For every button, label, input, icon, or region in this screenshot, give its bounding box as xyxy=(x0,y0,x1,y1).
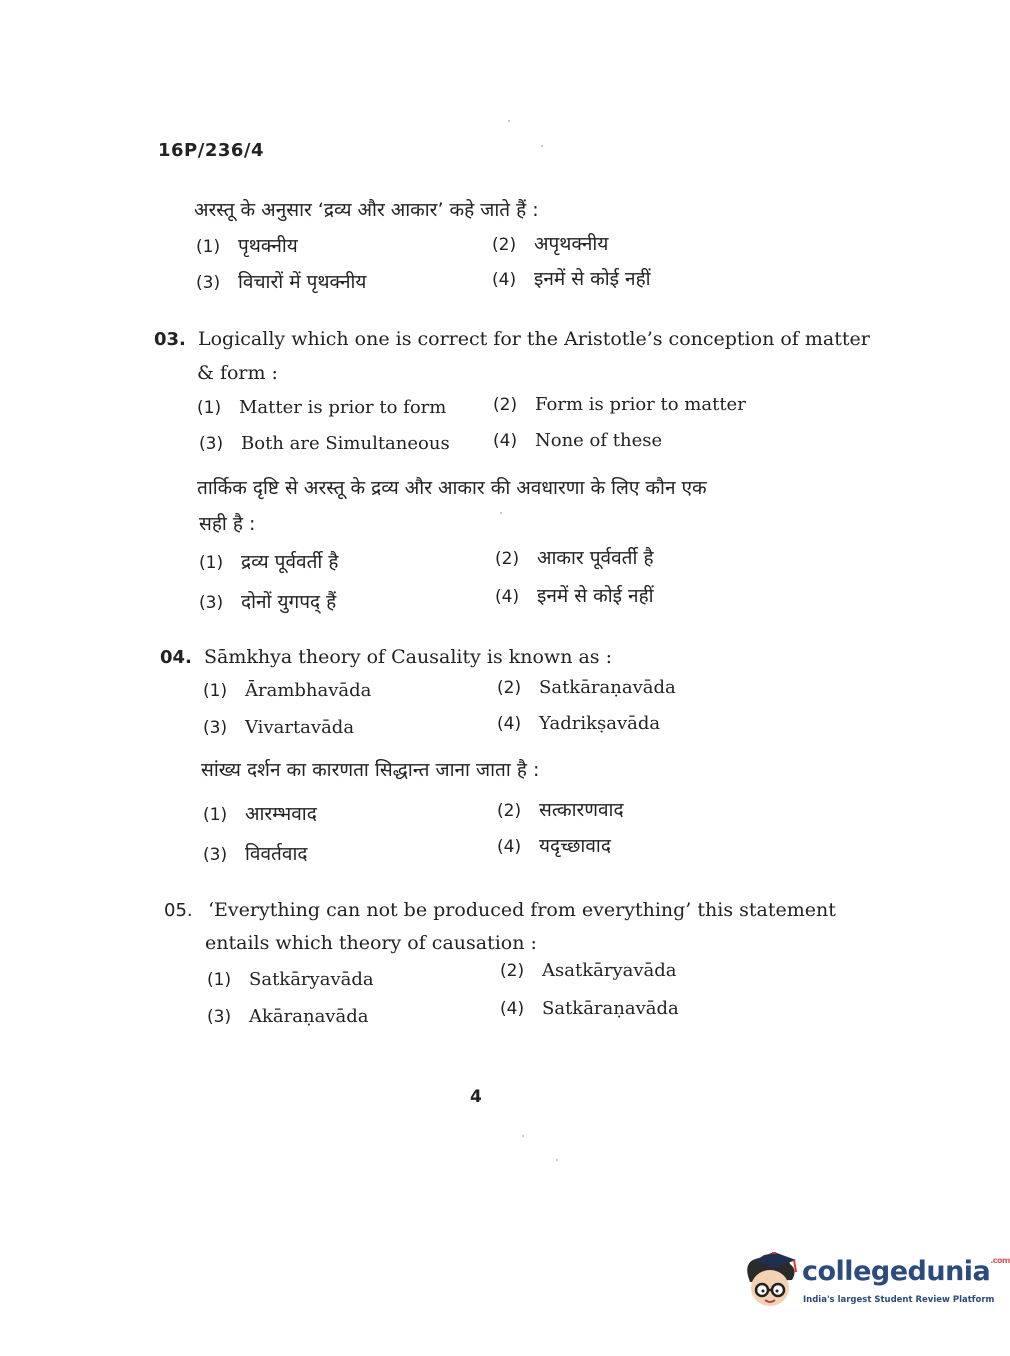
logo-suffix: .com xyxy=(990,1256,1010,1265)
option-number: (4) xyxy=(492,270,517,290)
option-text: अपृथक्नीय xyxy=(534,233,609,255)
option-number: (2) xyxy=(495,549,520,569)
scan-speck xyxy=(541,145,543,147)
option-text: दोनों युगपद् हैं xyxy=(241,591,337,613)
q03-hindi-option-2 xyxy=(495,544,654,570)
option-text: Both are Simultaneous xyxy=(241,433,450,454)
option-number: (1) xyxy=(207,970,232,990)
option-number: (4) xyxy=(495,587,520,607)
option-text: यदृच्छावाद xyxy=(539,835,611,857)
option-number: (2) xyxy=(497,678,522,698)
q04-hindi-option-1 xyxy=(203,800,317,826)
option-text: आकार पूर्ववर्ती है xyxy=(537,547,654,569)
q04-option-3 xyxy=(203,717,354,738)
option-text: Matter is prior to form xyxy=(239,397,447,418)
scan-speck xyxy=(500,512,502,514)
q03-hindi-option-3 xyxy=(199,588,336,614)
option-number: (4) xyxy=(497,714,522,734)
q03-option-3 xyxy=(199,433,450,454)
option-number: (4) xyxy=(493,431,518,451)
option-number: (2) xyxy=(493,395,518,415)
option-text: Satkāryavāda xyxy=(249,969,374,990)
option-number: (3) xyxy=(207,1007,232,1027)
option-number: (2) xyxy=(500,961,525,981)
option-text: पृथक्नीय xyxy=(238,235,298,257)
q04-option-4 xyxy=(497,713,660,734)
q05-option-4 xyxy=(500,998,679,1019)
option-number: (3) xyxy=(199,593,224,613)
collegedunia-logo xyxy=(740,1250,1010,1320)
q05-option-1 xyxy=(207,969,374,990)
scan-speck xyxy=(522,1135,524,1137)
option-text: सत्कारणवाद xyxy=(539,799,624,821)
q02-hindi-option-3 xyxy=(196,268,366,294)
option-number: (4) xyxy=(497,837,522,857)
option-text: Satkāraṇavāda xyxy=(542,998,679,1019)
option-number: (2) xyxy=(492,235,517,255)
scan-speck xyxy=(556,1159,558,1161)
option-text: Akāraṇavāda xyxy=(249,1006,369,1027)
option-text: None of these xyxy=(535,430,663,451)
option-number: (3) xyxy=(196,273,221,293)
option-text: द्रव्य पूर्ववर्ती है xyxy=(241,551,339,573)
question-number: 04. xyxy=(160,647,192,668)
q03-hindi-stem-line1: तार्किक दृष्टि से अरस्तू के द्रव्य और आकार की अवधारणा के लिए कौन एक xyxy=(197,477,707,499)
option-number: (3) xyxy=(203,845,228,865)
option-number: (3) xyxy=(199,434,224,454)
logo-wordmark xyxy=(802,1256,1010,1287)
q04-stem xyxy=(160,640,612,675)
q03-hindi-stem-line2: सही है : xyxy=(199,513,256,535)
question-number: 05. xyxy=(164,900,193,921)
q05-stem xyxy=(164,893,836,928)
option-number: (2) xyxy=(497,801,522,821)
q04-hindi-option-2 xyxy=(497,796,624,822)
mascot-icon xyxy=(740,1250,800,1316)
option-number: (1) xyxy=(203,805,228,825)
q03-hindi-option-1 xyxy=(199,548,338,574)
paper-code: 16P/236/4 xyxy=(158,140,264,161)
page-number: 4 xyxy=(470,1087,482,1107)
question-text-line1: ‘Everything can not be produced from everything’ this statement xyxy=(208,899,836,921)
question-text: Sāmkhya theory of Causality is known as : xyxy=(204,646,612,668)
q04-hindi-option-3 xyxy=(203,840,307,866)
option-text: Ārambhavāda xyxy=(245,680,372,701)
question-number: 03. xyxy=(154,329,186,350)
q04-hindi-option-4 xyxy=(497,832,611,858)
option-text: Asatkāryavāda xyxy=(542,960,677,981)
q04-option-2 xyxy=(497,677,676,698)
q02-hindi-option-1 xyxy=(196,232,298,258)
option-text: Satkāraṇavāda xyxy=(539,677,676,698)
option-text: Vivartavāda xyxy=(245,717,355,738)
option-text: इनमें से कोई नहीं xyxy=(534,268,651,290)
q02-hindi-stem: अरस्तू के अनुसार ‘द्रव्य और आकार’ कहे जाते हैं : xyxy=(194,199,539,221)
option-number: (1) xyxy=(203,681,228,701)
q03-stem-line2: & form : xyxy=(197,362,278,384)
q02-hindi-option-4 xyxy=(492,265,651,291)
option-number: (1) xyxy=(196,237,221,257)
option-text: Form is prior to matter xyxy=(535,394,746,415)
option-text: इनमें से कोई नहीं xyxy=(537,585,654,607)
q03-option-4 xyxy=(493,430,662,451)
q04-option-1 xyxy=(203,680,371,701)
q03-option-2 xyxy=(493,394,746,415)
q02-hindi-option-2 xyxy=(492,230,608,256)
option-text: विवर्तवाद xyxy=(245,843,308,865)
option-number: (1) xyxy=(199,553,224,573)
q03-stem xyxy=(154,322,870,357)
q05-option-3 xyxy=(207,1006,368,1027)
logo-tagline: India's largest Student Review Platform xyxy=(803,1295,995,1305)
option-number: (1) xyxy=(197,398,222,418)
option-text: आरम्भवाद xyxy=(245,803,317,825)
question-text-line1: Logically which one is correct for the Aristotle’s conception of matter xyxy=(198,328,870,350)
option-text: Yadrikṣavāda xyxy=(539,713,661,734)
option-number: (3) xyxy=(203,718,228,738)
option-text: विचारों में पृथक्नीय xyxy=(238,271,367,293)
logo-name: collegedunia xyxy=(802,1256,991,1287)
option-number: (4) xyxy=(500,999,525,1019)
q03-option-1 xyxy=(197,397,446,418)
q05-stem-line2: entails which theory of causation : xyxy=(205,932,537,954)
scan-speck xyxy=(508,120,510,122)
q05-option-2 xyxy=(500,960,677,981)
q04-hindi-stem: सांख्य दर्शन का कारणता सिद्धान्त जाना जाता है : xyxy=(201,759,540,781)
q03-hindi-option-4 xyxy=(495,582,654,608)
